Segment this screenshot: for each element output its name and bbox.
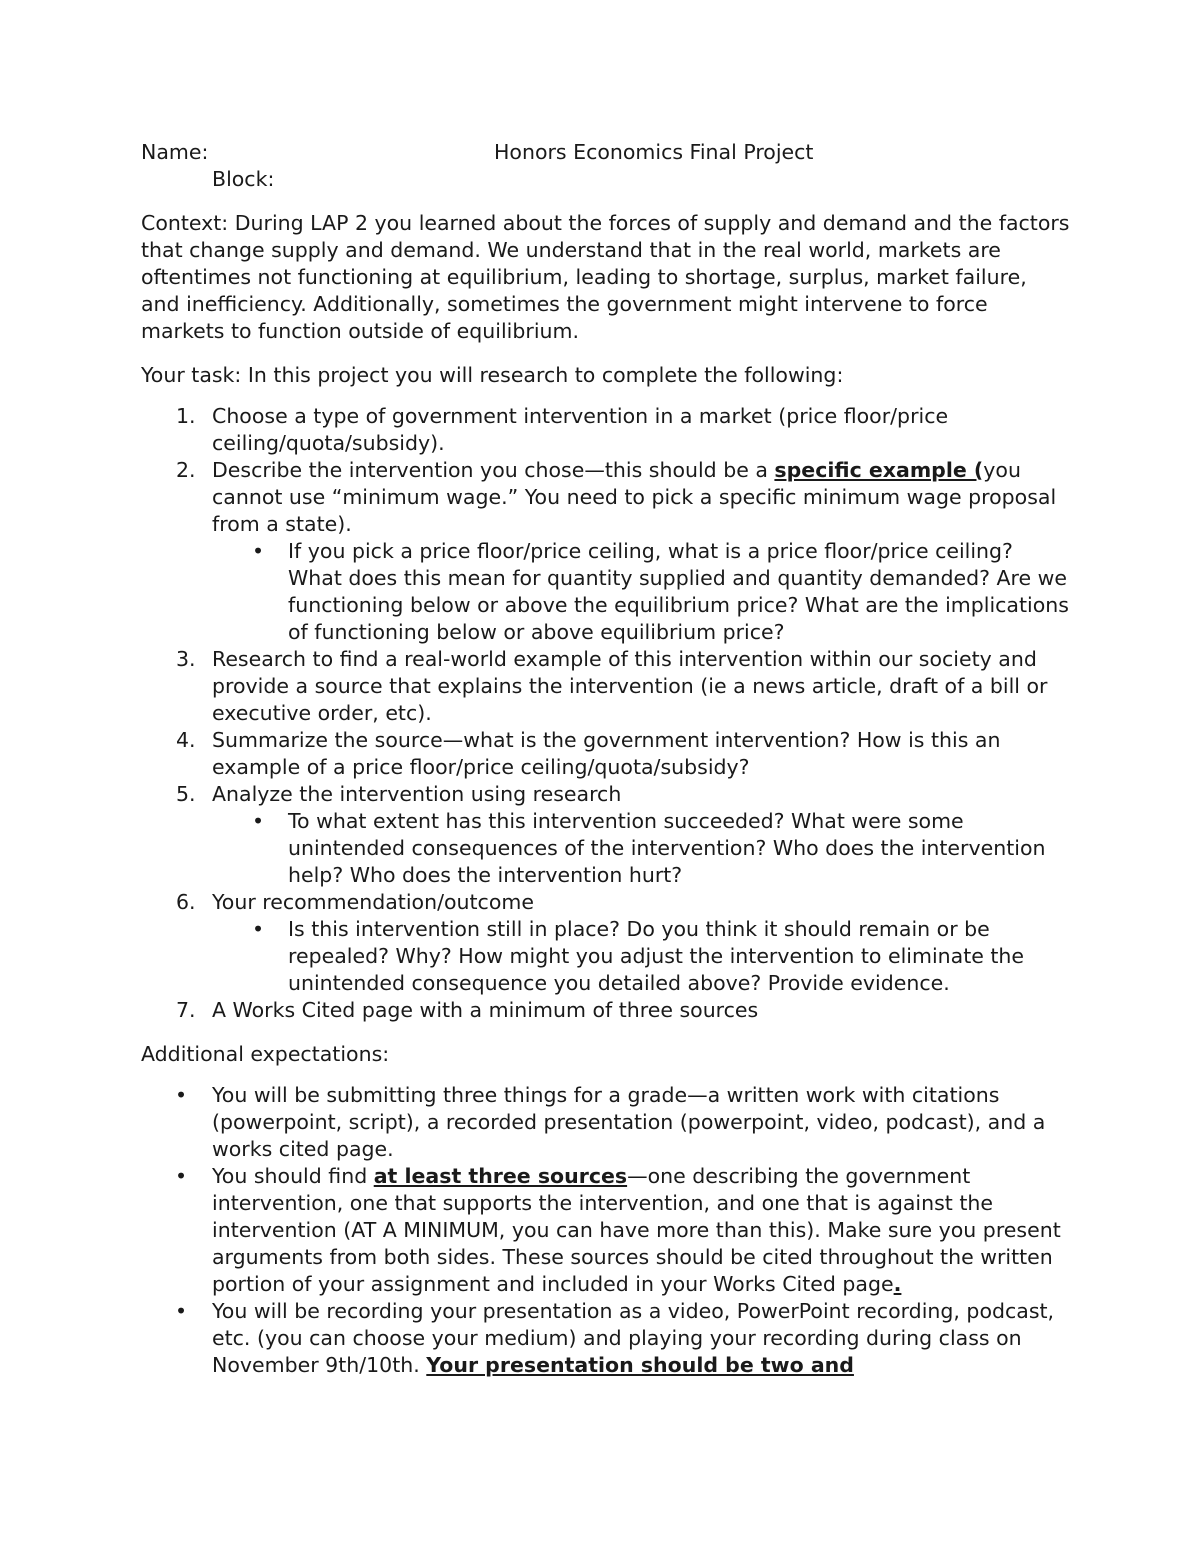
step-number: 5. bbox=[176, 782, 196, 806]
step-text: Your recommendation/outcome bbox=[212, 890, 534, 914]
document-title: Honors Economics Final Project bbox=[494, 140, 814, 164]
step-text: Research to find a real-world example of this intervention within our society and provide a source that explains the intervention (ie a news article, draft of a bill or executive order, etc). bbox=[212, 647, 1048, 725]
expectation-period: . bbox=[893, 1272, 902, 1296]
step-emphasis: specific example ( bbox=[774, 458, 984, 482]
sub-bullet-text: Is this intervention still in place? Do you think it should remain or be repealed? Why? How might you adjust the intervention to eliminate the unintended consequence you detailed above? Provide evidence. bbox=[288, 917, 1025, 995]
block-label: Block: bbox=[212, 167, 275, 191]
header-row bbox=[141, 139, 1071, 166]
name-label: Name: bbox=[141, 140, 209, 164]
sub-bullet-item bbox=[212, 916, 1071, 997]
task-step bbox=[141, 727, 1071, 781]
task-step bbox=[141, 457, 1071, 646]
context-paragraph: Context: During LAP 2 you learned about the forces of supply and demand and the factors that change supply and demand. We understand that in the real world, markets are oftentimes not functioning at equilibrium, leading to shortage, surplus, market failure, and inefficiency. Additionally, sometimes the government might intervene to force markets to function outside of equilibrium. bbox=[141, 211, 1070, 343]
step-number: 6. bbox=[176, 890, 196, 914]
bullet-icon: • bbox=[175, 1164, 188, 1188]
sub-bullet-text: To what extent has this intervention succeeded? What were some unintended consequences of the intervention? Who does the intervention help? Who does the intervention hurt? bbox=[288, 809, 1046, 887]
sub-bullet-list bbox=[212, 538, 1071, 646]
sub-bullet-list bbox=[212, 916, 1071, 997]
task-intro: Your task: In this project you will research to complete the following: bbox=[141, 363, 844, 387]
expectation-text: You should find bbox=[212, 1164, 374, 1188]
task-step bbox=[141, 646, 1071, 727]
step-number: 4. bbox=[176, 728, 196, 752]
bullet-icon: • bbox=[252, 917, 265, 941]
expectation-item bbox=[141, 1298, 1071, 1379]
step-number: 3. bbox=[176, 647, 196, 671]
step-number: 1. bbox=[176, 404, 196, 428]
bullet-icon: • bbox=[252, 809, 265, 833]
expectation-text-continued: —one describing the government intervention, one that supports the intervention, and one that is against the intervention (AT A MINIMUM, you can have more than this). Make sure you present arguments from both sides. These sources should be cited throughout the written portion of your assignment and included in your Works Cited page bbox=[212, 1164, 1061, 1296]
sub-bullet-item bbox=[212, 808, 1071, 889]
task-step bbox=[141, 889, 1071, 997]
expectation-item bbox=[141, 1163, 1071, 1298]
step-text: Choose a type of government intervention in a market (price floor/price ceiling/quota/subsidy). bbox=[212, 404, 949, 455]
expectation-item bbox=[141, 1082, 1071, 1163]
additional-expectations-heading: Additional expectations: bbox=[141, 1042, 390, 1066]
step-number: 2. bbox=[176, 458, 196, 482]
task-step bbox=[141, 781, 1071, 889]
document-page bbox=[141, 139, 1071, 1379]
task-step bbox=[141, 403, 1071, 457]
step-text: A Works Cited page with a minimum of three sources bbox=[212, 998, 759, 1022]
bullet-icon: • bbox=[175, 1083, 188, 1107]
step-text-continued: you cannot use “minimum wage.” You need to pick a specific minimum wage proposal from a state). bbox=[212, 458, 1057, 536]
task-step bbox=[141, 997, 1071, 1024]
step-text: Analyze the intervention using research bbox=[212, 782, 622, 806]
expectation-emphasis: Your presentation should be two and bbox=[426, 1353, 854, 1377]
sub-bullet-list bbox=[212, 808, 1071, 889]
step-text: Describe the intervention you chose—this should be a bbox=[212, 458, 775, 482]
task-steps-list bbox=[141, 403, 1071, 1024]
expectation-emphasis: at least three sources bbox=[373, 1164, 628, 1188]
sub-bullet-item bbox=[212, 538, 1071, 646]
expectation-text: You will be submitting three things for a grade—a written work with citations (powerpoint, script), a recorded presentation (powerpoint, video, podcast), and a works cited page. bbox=[212, 1083, 1046, 1161]
expectations-list bbox=[141, 1082, 1071, 1379]
bullet-icon: • bbox=[175, 1299, 188, 1323]
bullet-icon: • bbox=[252, 539, 265, 563]
step-number: 7. bbox=[176, 998, 196, 1022]
sub-bullet-text: If you pick a price floor/price ceiling, what is a price floor/price ceiling? What does this mean for quantity supplied and quantity demanded? Are we functioning below or above the equilibrium price? What are the implications of functioning below or above equilibrium price? bbox=[288, 539, 1069, 644]
expectation-text: You will be recording your presentation as a video, PowerPoint recording, podcast, etc. (you can choose your medium) and playing your recording during class on November 9th/10th. bbox=[212, 1299, 1055, 1377]
step-text: Summarize the source—what is the government intervention? How is this an example of a price floor/price ceiling/quota/subsidy? bbox=[212, 728, 1001, 779]
